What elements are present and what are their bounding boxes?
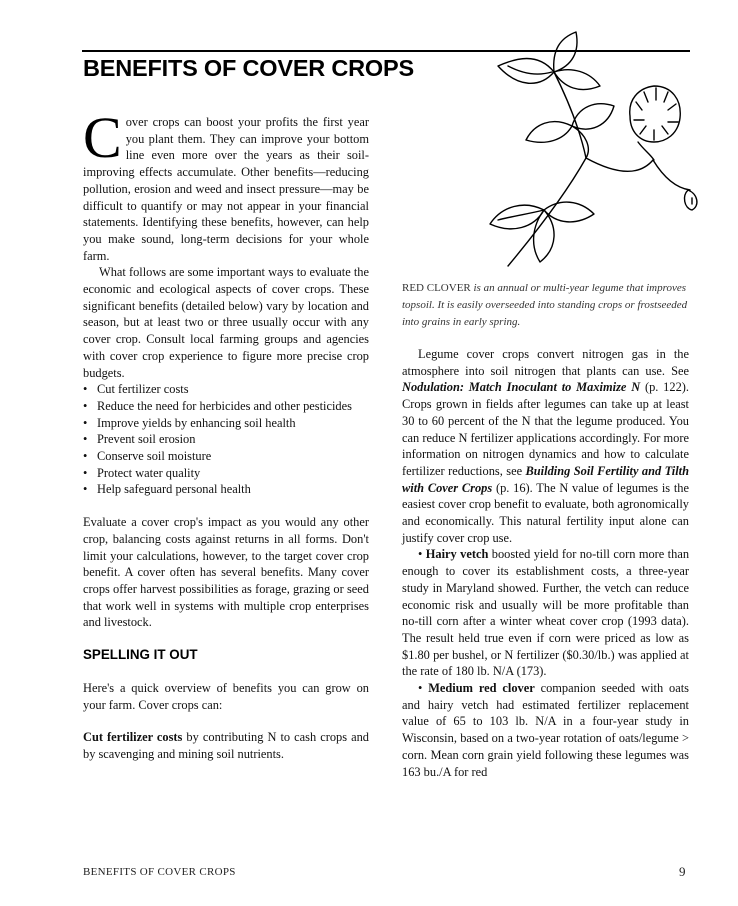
- hairy-vetch-lead: Hairy vetch: [425, 547, 489, 562]
- page-title: BENEFITS OF COVER CROPS: [83, 55, 414, 81]
- paragraph-5-lead: Cut fertilizer costs: [83, 730, 183, 745]
- red-clover-lead: Medium red clover: [428, 681, 535, 696]
- text-run: boosted yield for no-till corn more than enough to cover its establishment costs, a three-year study in Maryland showed. Further, the vetch can reduce economic risk and usually will be more profitable than no-till corn after a winter wheat cover crop (1993 data). The result held true even if corn were priced as low as $1.80 per bushel, or N fertilizer ($0.30/lb.) was applied at the rate of 180 lb. N/A (173).: [402, 547, 690, 679]
- paragraph-3: Evaluate a cover crop's impact as you would any other crop, balancing costs against returns in all forms. Don't limit your calculations, however, to the target cover crop benefit. A cover often has several benefits. Many cover crops offer harvest possibilities as forage, grazing or seed that work well in systems with multiple crop enterprises and livestock.: [83, 515, 369, 630]
- list-item-text: Cut fertilizer costs: [97, 382, 189, 397]
- intro-paragraph: [83, 105, 369, 264]
- bullet-icon: •: [83, 398, 88, 413]
- bullet-icon: •: [418, 681, 429, 696]
- list-item-text: Conserve soil moisture: [97, 449, 212, 464]
- list-item: [83, 448, 369, 465]
- cross-reference: Nodulation: Match Inoculant to Maximize N: [402, 380, 641, 395]
- bullet-icon: •: [83, 465, 88, 480]
- spacer: [83, 664, 369, 680]
- list-item: [83, 415, 369, 432]
- bullet-icon: •: [83, 415, 88, 430]
- spacer: [83, 713, 369, 729]
- list-item-text: Protect water quality: [97, 465, 201, 480]
- list-item: [83, 481, 369, 498]
- right-column: [402, 346, 689, 780]
- list-item: [83, 398, 369, 415]
- text-run: Legume cover crops convert nitrogen gas in the atmosphere into soil nitrogen that plants can use. See: [402, 347, 689, 378]
- clover-stem-main: [508, 158, 586, 266]
- caption-text: is an annual or multi-year legume that improves topsoil. It is easily overseeded into standing crops or frostseeded into grains in early spring.: [402, 282, 688, 328]
- list-item: [83, 431, 369, 448]
- clover-stem-flower: [586, 158, 653, 171]
- list-item-text: Prevent soil erosion: [97, 432, 196, 447]
- bullet-icon: •: [83, 482, 88, 497]
- bullet-icon: •: [83, 449, 88, 464]
- paragraph-4: Here's a quick overview of benefits you can grow on your farm. Cover crops can:: [83, 680, 369, 712]
- cross-reference: Building Soil Fertility and Tilth with Cover Crops: [402, 463, 689, 495]
- list-item-text: Help safeguard personal health: [97, 482, 251, 497]
- intro-text: over crops can boost your profits the first year you plant them. They can improve your bottom line even more over the years as their soil-improving effects accumulate. Other benefits—reducing pollution, erosion and weed and insect pressure—may be difficult to quantify or may not appear in your financial statements. Identifying these benefits, however, can help you make sound, long-term decisions for your whole farm.: [83, 115, 369, 263]
- drop-cap: C: [83, 105, 122, 170]
- legume-paragraph: [402, 346, 689, 546]
- page-number: 9: [679, 864, 686, 879]
- paragraph-2: What follows are some important ways to evaluate the economic and ecological aspects of cover crops. These significant benefits (detailed below) vary by location and season, but at least two or three usually occur with any cover crop. Consult local farming groups and agencies with cover crop experience to figure more precise crop budgets.: [83, 265, 369, 380]
- paragraph-5-text: by contributing N to cash crops and by scavenging and mining soil nutrients.: [83, 730, 369, 761]
- bullet-icon: •: [83, 432, 88, 447]
- text-run: companion seeded with oats and hairy vetch had estimated fertilizer replacement value of 65 to 103 lb. N/A in a four-year study in Wisconsin, based on a two-year rotation of oats/legume > corn. Mean corn grain yield following these legumes was 163 bu./A for red: [402, 681, 689, 779]
- spacer: [83, 631, 369, 647]
- text-run: (p. 122). Crops grown in fields after legumes can take up at least 30 to 60 percent of the N that the legume produced. You can reduce N fertilizer applications accordingly. For more information on nitrogen dynamics and how to calculate fertilizer reductions, see: [402, 380, 689, 478]
- clover-stem-upper: [554, 72, 586, 158]
- bullet-icon: •: [418, 547, 426, 562]
- list-item: [83, 465, 369, 482]
- caption-label: RED CLOVER: [402, 282, 471, 294]
- left-column: [83, 105, 369, 763]
- hairy-vetch-paragraph: [402, 546, 689, 680]
- benefit-list: [83, 381, 369, 498]
- paragraph-5: [83, 729, 369, 762]
- red-clover-paragraph: [402, 680, 689, 780]
- list-item-text: Improve yields by enhancing soil health: [97, 415, 296, 430]
- subheading: SPELLING IT OUT: [83, 647, 198, 663]
- footer-section: BENEFITS OF COVER CROPS: [83, 866, 236, 878]
- spacer: [83, 498, 369, 514]
- red-clover-illustration: [468, 30, 703, 270]
- list-item: [83, 381, 369, 398]
- text-run: (p. 16). The N value of legumes is the easiest cover crop benefit to evaluate, both agronomically and economically. This natural fertility input alone can justify cover crop use.: [402, 480, 689, 545]
- bullet-icon: •: [83, 382, 88, 397]
- list-item-text: Reduce the need for herbicides and other pesticides: [97, 398, 352, 413]
- figure-caption: [402, 280, 689, 331]
